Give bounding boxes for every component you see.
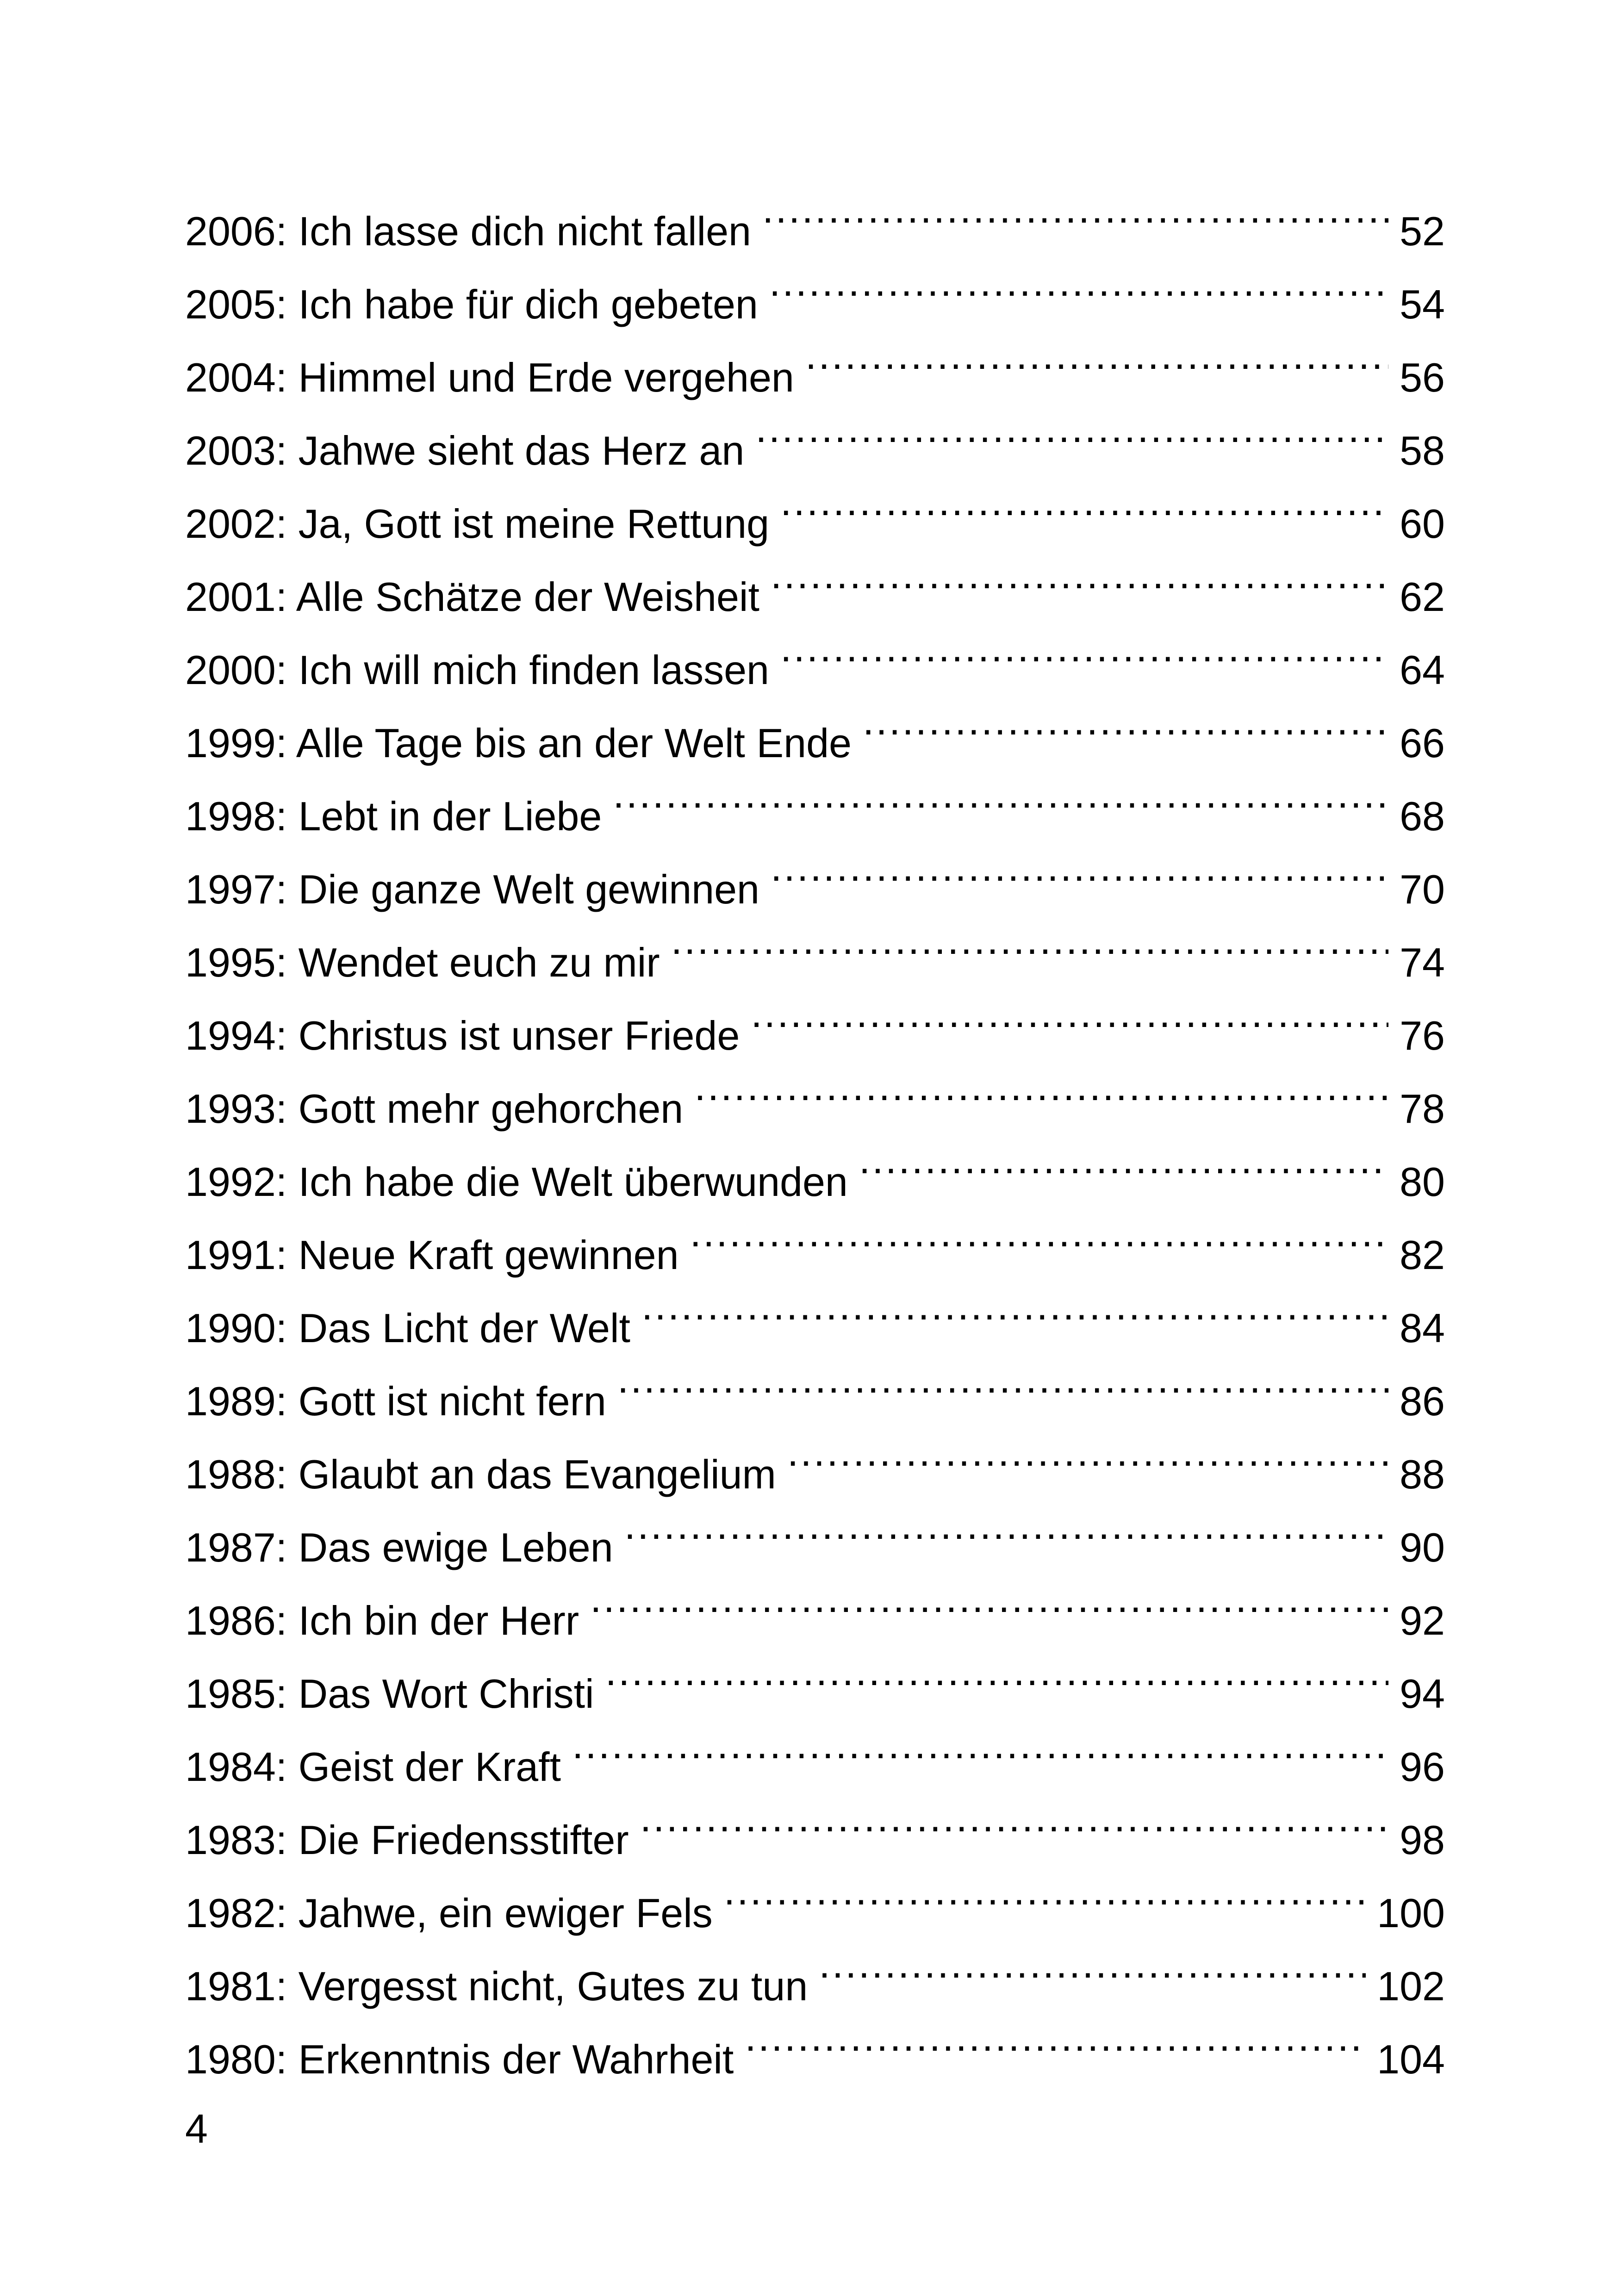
toc-dot-leader xyxy=(780,465,1388,538)
toc-entry-title: 1982: Jahwe, ein ewiger Fels xyxy=(185,1890,713,1936)
page-number: 4 xyxy=(185,2106,208,2152)
toc-entry-page: 62 xyxy=(1400,574,1445,620)
toc-entry-page: 90 xyxy=(1400,1524,1445,1570)
toc-entry-title: 1980: Erkenntnis der Wahrheit xyxy=(185,2036,734,2082)
toc-dot-leader xyxy=(641,1269,1388,1342)
toc-entry-page: 54 xyxy=(1400,281,1445,327)
toc-dot-leader xyxy=(805,318,1388,392)
toc-entry-title: 2006: Ich lasse dich nicht fallen xyxy=(185,208,751,254)
toc-entry-page: 70 xyxy=(1400,866,1445,912)
toc-entry-title: 1988: Glaubt an das Evangelium xyxy=(185,1451,776,1497)
toc-entry-title: 1999: Alle Tage bis an der Welt Ende xyxy=(185,720,852,766)
toc-entry-page: 98 xyxy=(1400,1817,1445,1863)
toc-entry-page: 100 xyxy=(1377,1890,1445,1936)
toc-dot-leader xyxy=(769,245,1388,318)
toc-dot-leader xyxy=(624,1488,1388,1562)
toc-entry-title: 1986: Ich bin der Herr xyxy=(185,1598,579,1643)
toc-dot-leader xyxy=(780,611,1388,684)
toc-entry-title: 2002: Ja, Gott ist meine Rettung xyxy=(185,501,770,547)
toc-entry-title: 1994: Christus ist unser Friede xyxy=(185,1013,740,1058)
toc-dot-leader xyxy=(590,1562,1388,1635)
toc-entry-title: 1998: Lebt in der Liebe xyxy=(185,793,602,839)
toc-entry-title: 1987: Das ewige Leben xyxy=(185,1524,613,1570)
toc-entry-page: 84 xyxy=(1400,1305,1445,1351)
toc-dot-leader xyxy=(787,1415,1388,1488)
toc-entry-page: 96 xyxy=(1400,1744,1445,1790)
toc-dot-leader xyxy=(724,1854,1366,1927)
toc-entry-title: 1983: Die Friedensstifter xyxy=(185,1817,629,1863)
toc-entry-title: 1995: Wendet euch zu mir xyxy=(185,940,660,985)
toc-dot-leader xyxy=(863,684,1388,757)
toc-entry-page: 66 xyxy=(1400,720,1445,766)
toc-entry-page: 86 xyxy=(1400,1378,1445,1424)
toc-entry-page: 68 xyxy=(1400,793,1445,839)
toc-entry-title: 2004: Himmel und Erde vergehen xyxy=(185,355,794,400)
toc-entry-page: 102 xyxy=(1377,1963,1445,2009)
toc-entry-title: 1989: Gott ist nicht fern xyxy=(185,1378,606,1424)
toc-entry-title: 1990: Das Licht der Welt xyxy=(185,1305,630,1351)
toc-dot-leader xyxy=(572,1708,1388,1781)
toc-entry-title: 1993: Gott mehr gehorchen xyxy=(185,1086,684,1132)
toc-entry-page: 64 xyxy=(1400,647,1445,693)
toc-entry-title: 1985: Das Wort Christi xyxy=(185,1671,594,1717)
toc-dot-leader xyxy=(640,1781,1388,1854)
toc-entry[interactable] xyxy=(185,172,1445,254)
toc-entry-page: 52 xyxy=(1400,208,1445,254)
toc-entry-page: 104 xyxy=(1377,2036,1445,2082)
toc-entry-title: 1991: Neue Kraft gewinnen xyxy=(185,1232,679,1278)
toc-dot-leader xyxy=(745,2000,1366,2073)
toc-entry-page: 56 xyxy=(1400,355,1445,400)
toc-dot-leader xyxy=(694,1050,1388,1123)
toc-entry-title: 1992: Ich habe die Welt überwunden xyxy=(185,1159,848,1205)
toc-entry-page: 74 xyxy=(1400,940,1445,985)
toc-entry-title: 2005: Ich habe für dich gebeten xyxy=(185,281,758,327)
toc-dot-leader xyxy=(617,1342,1388,1415)
toc-entry-page: 60 xyxy=(1400,501,1445,547)
toc-dot-leader xyxy=(819,1927,1366,2000)
toc-dot-leader xyxy=(751,977,1388,1050)
toc-dot-leader xyxy=(762,172,1388,245)
toc-entry-title: 2001: Alle Schätze der Weisheit xyxy=(185,574,759,620)
toc-entry-page: 94 xyxy=(1400,1671,1445,1717)
toc-entry-title: 1997: Die ganze Welt gewinnen xyxy=(185,866,759,912)
toc-entry-page: 78 xyxy=(1400,1086,1445,1132)
toc-entry-title: 2003: Jahwe sieht das Herz an xyxy=(185,428,745,473)
toc-entry-title: 2000: Ich will mich finden lassen xyxy=(185,647,769,693)
toc-entry-page: 82 xyxy=(1400,1232,1445,1278)
toc-entry-page: 92 xyxy=(1400,1598,1445,1643)
toc-entry-title: 1984: Geist der Kraft xyxy=(185,1744,561,1790)
table-of-contents xyxy=(185,172,1445,2082)
toc-entry-page: 88 xyxy=(1400,1451,1445,1497)
toc-dot-leader xyxy=(690,1196,1389,1269)
toc-dot-leader xyxy=(859,1123,1388,1196)
toc-dot-leader xyxy=(613,757,1388,830)
toc-entry-page: 80 xyxy=(1400,1159,1445,1205)
toc-entry-page: 76 xyxy=(1400,1013,1445,1058)
toc-dot-leader xyxy=(671,903,1388,977)
toc-dot-leader xyxy=(605,1635,1389,1708)
toc-dot-leader xyxy=(771,830,1388,903)
toc-entry-page: 58 xyxy=(1400,428,1445,473)
toc-dot-leader xyxy=(755,392,1388,465)
toc-dot-leader xyxy=(771,538,1388,611)
toc-entry-title: 1981: Vergesst nicht, Gutes zu tun xyxy=(185,1963,808,2009)
